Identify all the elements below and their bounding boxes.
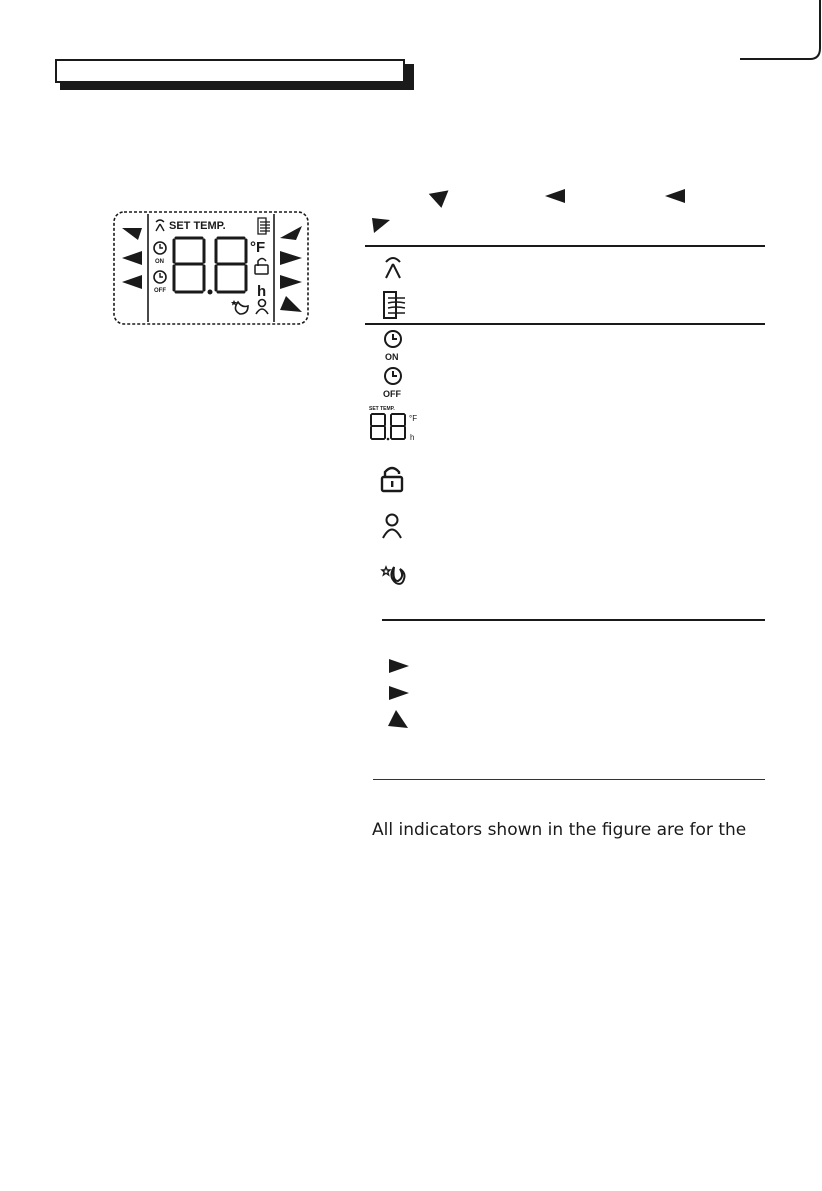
table-rule-1 [365,245,765,247]
legend-timer-off-label: OFF [383,389,401,399]
timer-on-icon [154,242,166,254]
legend-display-digits-icon [369,406,419,446]
lcd-panel-svg [112,210,310,326]
lcd-set-temp-label: SET TEMP. [169,220,226,232]
lcd-display-panel [112,210,310,326]
lcd-left-arrow-2 [122,251,142,265]
footer-note: All indicators shown in the figure are for the [372,820,747,840]
lcd-left-arrow-3 [122,275,142,289]
up-triangle-icon [386,708,410,730]
legend-ventilation-icon [381,290,407,320]
left-triangle-icon-2 [663,187,687,205]
right-triangle-icon-2 [387,684,411,702]
legend-lock-icon [380,465,404,493]
person-icon [256,300,268,315]
ventilation-icon [258,218,270,234]
legend-wireless-signal-icon [380,254,406,282]
legend-timer-on-label: ON [385,352,399,362]
lcd-right-arrow-1 [280,226,302,240]
lock-icon [255,259,268,275]
wireless-signal-icon [156,220,164,231]
legend-mini-set-temp-label: SET TEMP. [369,406,395,412]
lcd-timer-off-label: OFF [154,288,166,294]
lcd-decimal-point [208,290,213,295]
legend-mini-degree-unit: °F [409,414,418,423]
lcd-right-arrow-3 [280,275,302,289]
sleep-moon-icon [231,300,248,314]
lcd-digit-right [216,238,246,292]
right-triangle-icon [387,657,411,675]
lcd-timer-on-label: ON [155,259,164,265]
lcd-right-arrow-2 [280,251,302,265]
timer-off-icon [154,271,166,283]
legend-mini-hour-unit: h [410,433,415,442]
lcd-degree-unit: °F [250,239,266,256]
corner-rule [740,0,822,62]
legend-timer-on-icon [383,329,403,349]
legend-timer-off-icon [383,366,403,386]
left-triangle-icon [543,187,567,205]
left-down-triangle-icon [428,190,452,210]
lcd-left-arrow-1 [122,228,142,240]
left-down-triangle-icon-2 [370,215,392,235]
lcd-digit-left [174,238,204,292]
legend-sleep-moon-icon [380,563,406,591]
header-box [55,59,405,83]
lcd-right-arrow-4 [280,296,302,312]
legend-person-icon [381,513,403,539]
table-rule-3 [382,619,765,621]
lcd-hour-unit: h [257,283,267,300]
table-rule-4 [373,779,765,780]
legend-mini-digits-svg [369,412,409,444]
table-rule-2 [365,323,765,325]
